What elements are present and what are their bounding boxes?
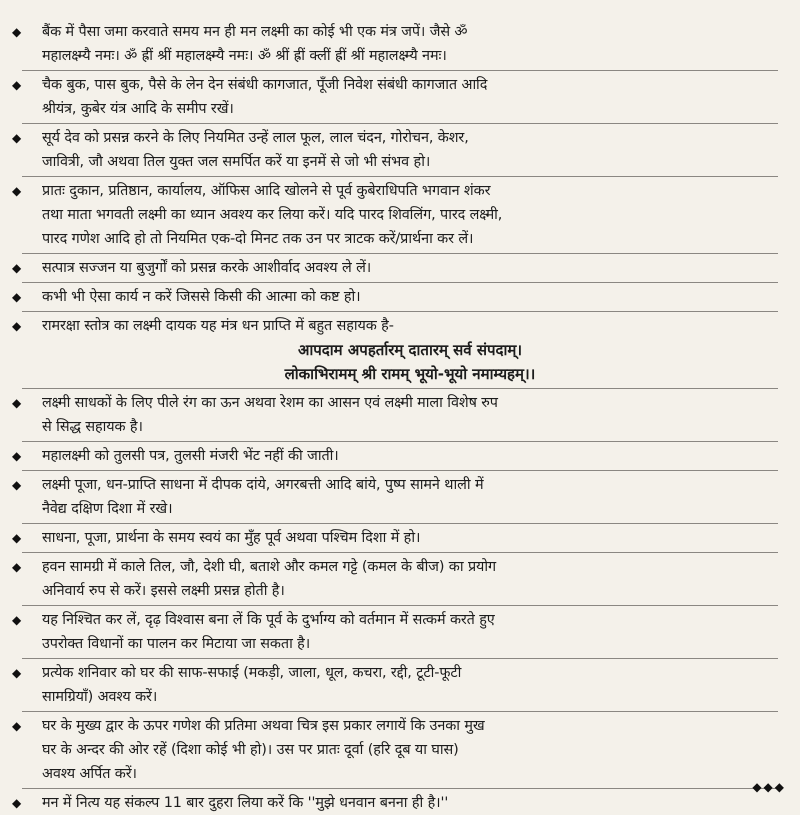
item-line: महालक्ष्म्यै नमः। ॐ ह्रीं श्रीं महालक्ष्म्यै नमः। ॐ श्रीं ह्रीं क्लीं ह्रीं श्रीं महालक्ष्म्यै नमः।	[42, 48, 447, 64]
diamond-bullet-icon: ◆	[12, 290, 22, 304]
diamond-bullet-icon: ◆	[12, 25, 22, 39]
item-line: घर के मुख्य द्वार के ऊपर गणेश की प्रतिमा अथवा चित्र इस प्रकार लगायें कि उनका मुख	[42, 718, 485, 734]
divider	[22, 123, 778, 124]
list-item	[10, 285, 778, 309]
mantra-line: लोकाभिरामम् श्री रामम् भूयो-भूयो नमाम्यहम्।।	[284, 365, 536, 383]
divider	[22, 788, 778, 789]
diamond-bullet-icon: ◆	[12, 449, 22, 463]
diamond-bullet-icon: ◆	[12, 184, 22, 198]
diamond-bullet-icon: ◆	[12, 719, 22, 733]
item-line: उपरोक्त विधानों का पालन कर मिटाया जा सकता है।	[42, 636, 311, 652]
list-item	[10, 20, 778, 68]
list-item	[10, 256, 778, 280]
diamond-bullet-icon: ◆	[12, 666, 22, 680]
list-item	[10, 555, 778, 603]
item-line: मन में नित्य यह संकल्प 11 बार दुहरा लिया करें कि ''मुझे धनवान बनना ही है।''	[42, 795, 449, 811]
item-line: यह निश्चित कर लें, दृढ़ विश्वास बना लें कि पूर्व के दुर्भाग्य को वर्तमान में सत्कर्म करते हुए	[42, 612, 495, 628]
item-line: लक्ष्मी पूजा, धन-प्राप्ति साधना में दीपक दांये, अगरबत्ती आदि बांये, पुष्प सामने थाली में	[42, 477, 484, 493]
item-line: अवश्य अर्पित करें।	[42, 766, 137, 782]
diamond-bullet-icon: ◆	[12, 261, 22, 275]
item-line: सामग्रियाँ) अवश्य करें।	[42, 689, 158, 705]
divider	[22, 70, 778, 71]
item-line: लक्ष्मी साधकों के लिए पीले रंग का ऊन अथवा रेशम का आसन एवं लक्ष्मी माला विशेष रुप	[42, 395, 498, 411]
end-diamonds-icon: ◆◆◆	[752, 780, 786, 794]
item-line: चैक बुक, पास बुक, पैसे के लेन देन संबंधी कागजात, पूँजी निवेश संबंधी कागजात आदि	[42, 77, 488, 93]
diamond-bullet-icon: ◆	[12, 78, 22, 92]
list-item	[10, 791, 778, 815]
list-item	[10, 473, 778, 521]
divider	[22, 605, 778, 606]
divider	[22, 552, 778, 553]
divider	[22, 658, 778, 659]
diamond-bullet-icon: ◆	[12, 131, 22, 145]
diamond-bullet-icon: ◆	[12, 319, 22, 333]
list-item	[10, 314, 778, 338]
item-line: सत्पात्र सज्जन या बुजुर्गों को प्रसन्न करके आशीर्वाद अवश्य ले लें।	[42, 260, 372, 276]
diamond-bullet-icon: ◆	[12, 531, 22, 545]
mantra-line: आपदाम अपहर्तारम् दातारम् सर्व संपदाम्।	[297, 341, 523, 359]
item-line: अनिवार्य रुप से करें। इससे लक्ष्मी प्रसन्न होती है।	[42, 583, 285, 599]
item-line: प्रत्येक शनिवार को घर की साफ-सफाई (मकड़ी, जाला, धूल, कचरा, रद्दी, टूटी-फूटी	[42, 665, 462, 681]
divider	[22, 470, 778, 471]
item-line: श्रीयंत्र, कुबेर यंत्र आदि के समीप रखें।	[42, 101, 234, 117]
list-item	[10, 714, 778, 786]
divider	[22, 253, 778, 254]
divider	[22, 311, 778, 312]
diamond-bullet-icon: ◆	[12, 796, 22, 810]
list-item	[10, 608, 778, 656]
list-item	[10, 526, 778, 550]
item-line: सूर्य देव को प्रसन्न करने के लिए नियमित उन्हें लाल फूल, लाल चंदन, गोरोचन, केशर,	[42, 130, 469, 146]
item-line: प्रातः दुकान, प्रतिष्ठान, कार्यालय, ऑफिस आदि खोलने से पूर्व कुबेराधिपति भगवान शंकर	[42, 183, 491, 199]
list-item	[10, 179, 778, 251]
item-line: जावित्री, जौ अथवा तिल युक्त जल समर्पित करें या इनमें से जो भी संभव हो।	[42, 154, 431, 170]
diamond-bullet-icon: ◆	[12, 560, 22, 574]
divider	[22, 176, 778, 177]
item-line: पारद गणेश आदि हो तो नियमित एक-दो मिनट तक उन पर त्राटक करें/प्रार्थना कर लें।	[42, 231, 474, 247]
divider	[22, 441, 778, 442]
item-line: तथा माता भगवती लक्ष्मी का ध्यान अवश्य कर लिया करें। यदि पारद शिवलिंग, पारद लक्ष्मी,	[42, 207, 503, 223]
item-line: साधना, पूजा, प्रार्थना के समय स्वयं का मुँह पूर्व अथवा पश्चिम दिशा में हो।	[42, 530, 421, 546]
item-line: रामरक्षा स्तोत्र का लक्ष्मी दायक यह मंत्र धन प्राप्ति में बहुत सहायक है-	[42, 318, 394, 334]
list-item	[10, 126, 778, 174]
item-line: कभी भी ऐसा कार्य न करें जिससे किसी की आत्मा को कष्ट हो।	[42, 289, 361, 305]
list-item	[10, 444, 778, 468]
diamond-bullet-icon: ◆	[12, 613, 22, 627]
list-item	[10, 661, 778, 709]
item-line: बैंक में पैसा जमा करवाते समय मन ही मन लक्ष्मी का कोई भी एक मंत्र जपें। जैसे ॐ	[42, 24, 468, 40]
list-item	[10, 73, 778, 121]
divider	[22, 523, 778, 524]
divider	[22, 282, 778, 283]
divider	[22, 711, 778, 712]
item-line: महालक्ष्मी को तुलसी पत्र, तुलसी मंजरी भेंट नहीं की जाती।	[42, 448, 339, 464]
item-line: से सिद्ध सहायक है।	[42, 419, 143, 435]
item-line: हवन सामग्री में काले तिल, जौ, देशी घी, बताशे और कमल गट्टे (कमल के बीज) का प्रयोग	[42, 559, 497, 575]
item-line: नैवेद्य दक्षिण दिशा में रखे।	[42, 501, 173, 517]
diamond-bullet-icon: ◆	[12, 396, 22, 410]
diamond-bullet-icon: ◆	[12, 478, 22, 492]
divider	[22, 388, 778, 389]
list-item	[10, 391, 778, 439]
item-line: घर के अन्दर की ओर रहें (दिशा कोई भी हो)। उस पर प्रातः दूर्वा (हरि दूब या घास)	[42, 742, 459, 758]
